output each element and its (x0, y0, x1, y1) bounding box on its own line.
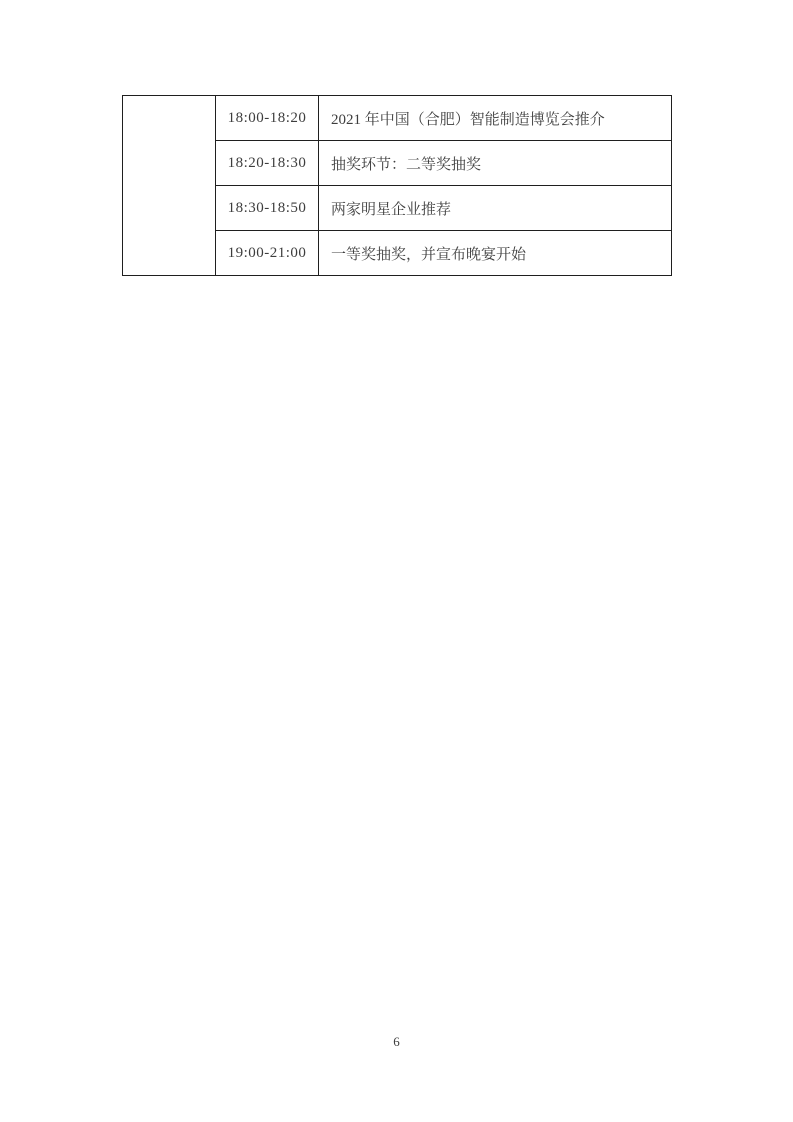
page-number: 6 (393, 1034, 400, 1049)
time-cell: 18:20-18:30 (216, 141, 319, 186)
time-cell: 18:00-18:20 (216, 96, 319, 141)
category-cell-empty (123, 96, 216, 276)
activity-cell: 两家明星企业推荐 (319, 186, 672, 231)
schedule-table (122, 95, 672, 276)
activity-cell: 抽奖环节：二等奖抽奖 (319, 141, 672, 186)
table-row (123, 96, 672, 141)
time-cell: 18:30-18:50 (216, 186, 319, 231)
time-cell: 19:00-21:00 (216, 231, 319, 276)
activity-cell: 2021 年中国（合肥）智能制造博览会推介 (319, 96, 672, 141)
activity-cell: 一等奖抽奖，并宣布晚宴开始 (319, 231, 672, 276)
